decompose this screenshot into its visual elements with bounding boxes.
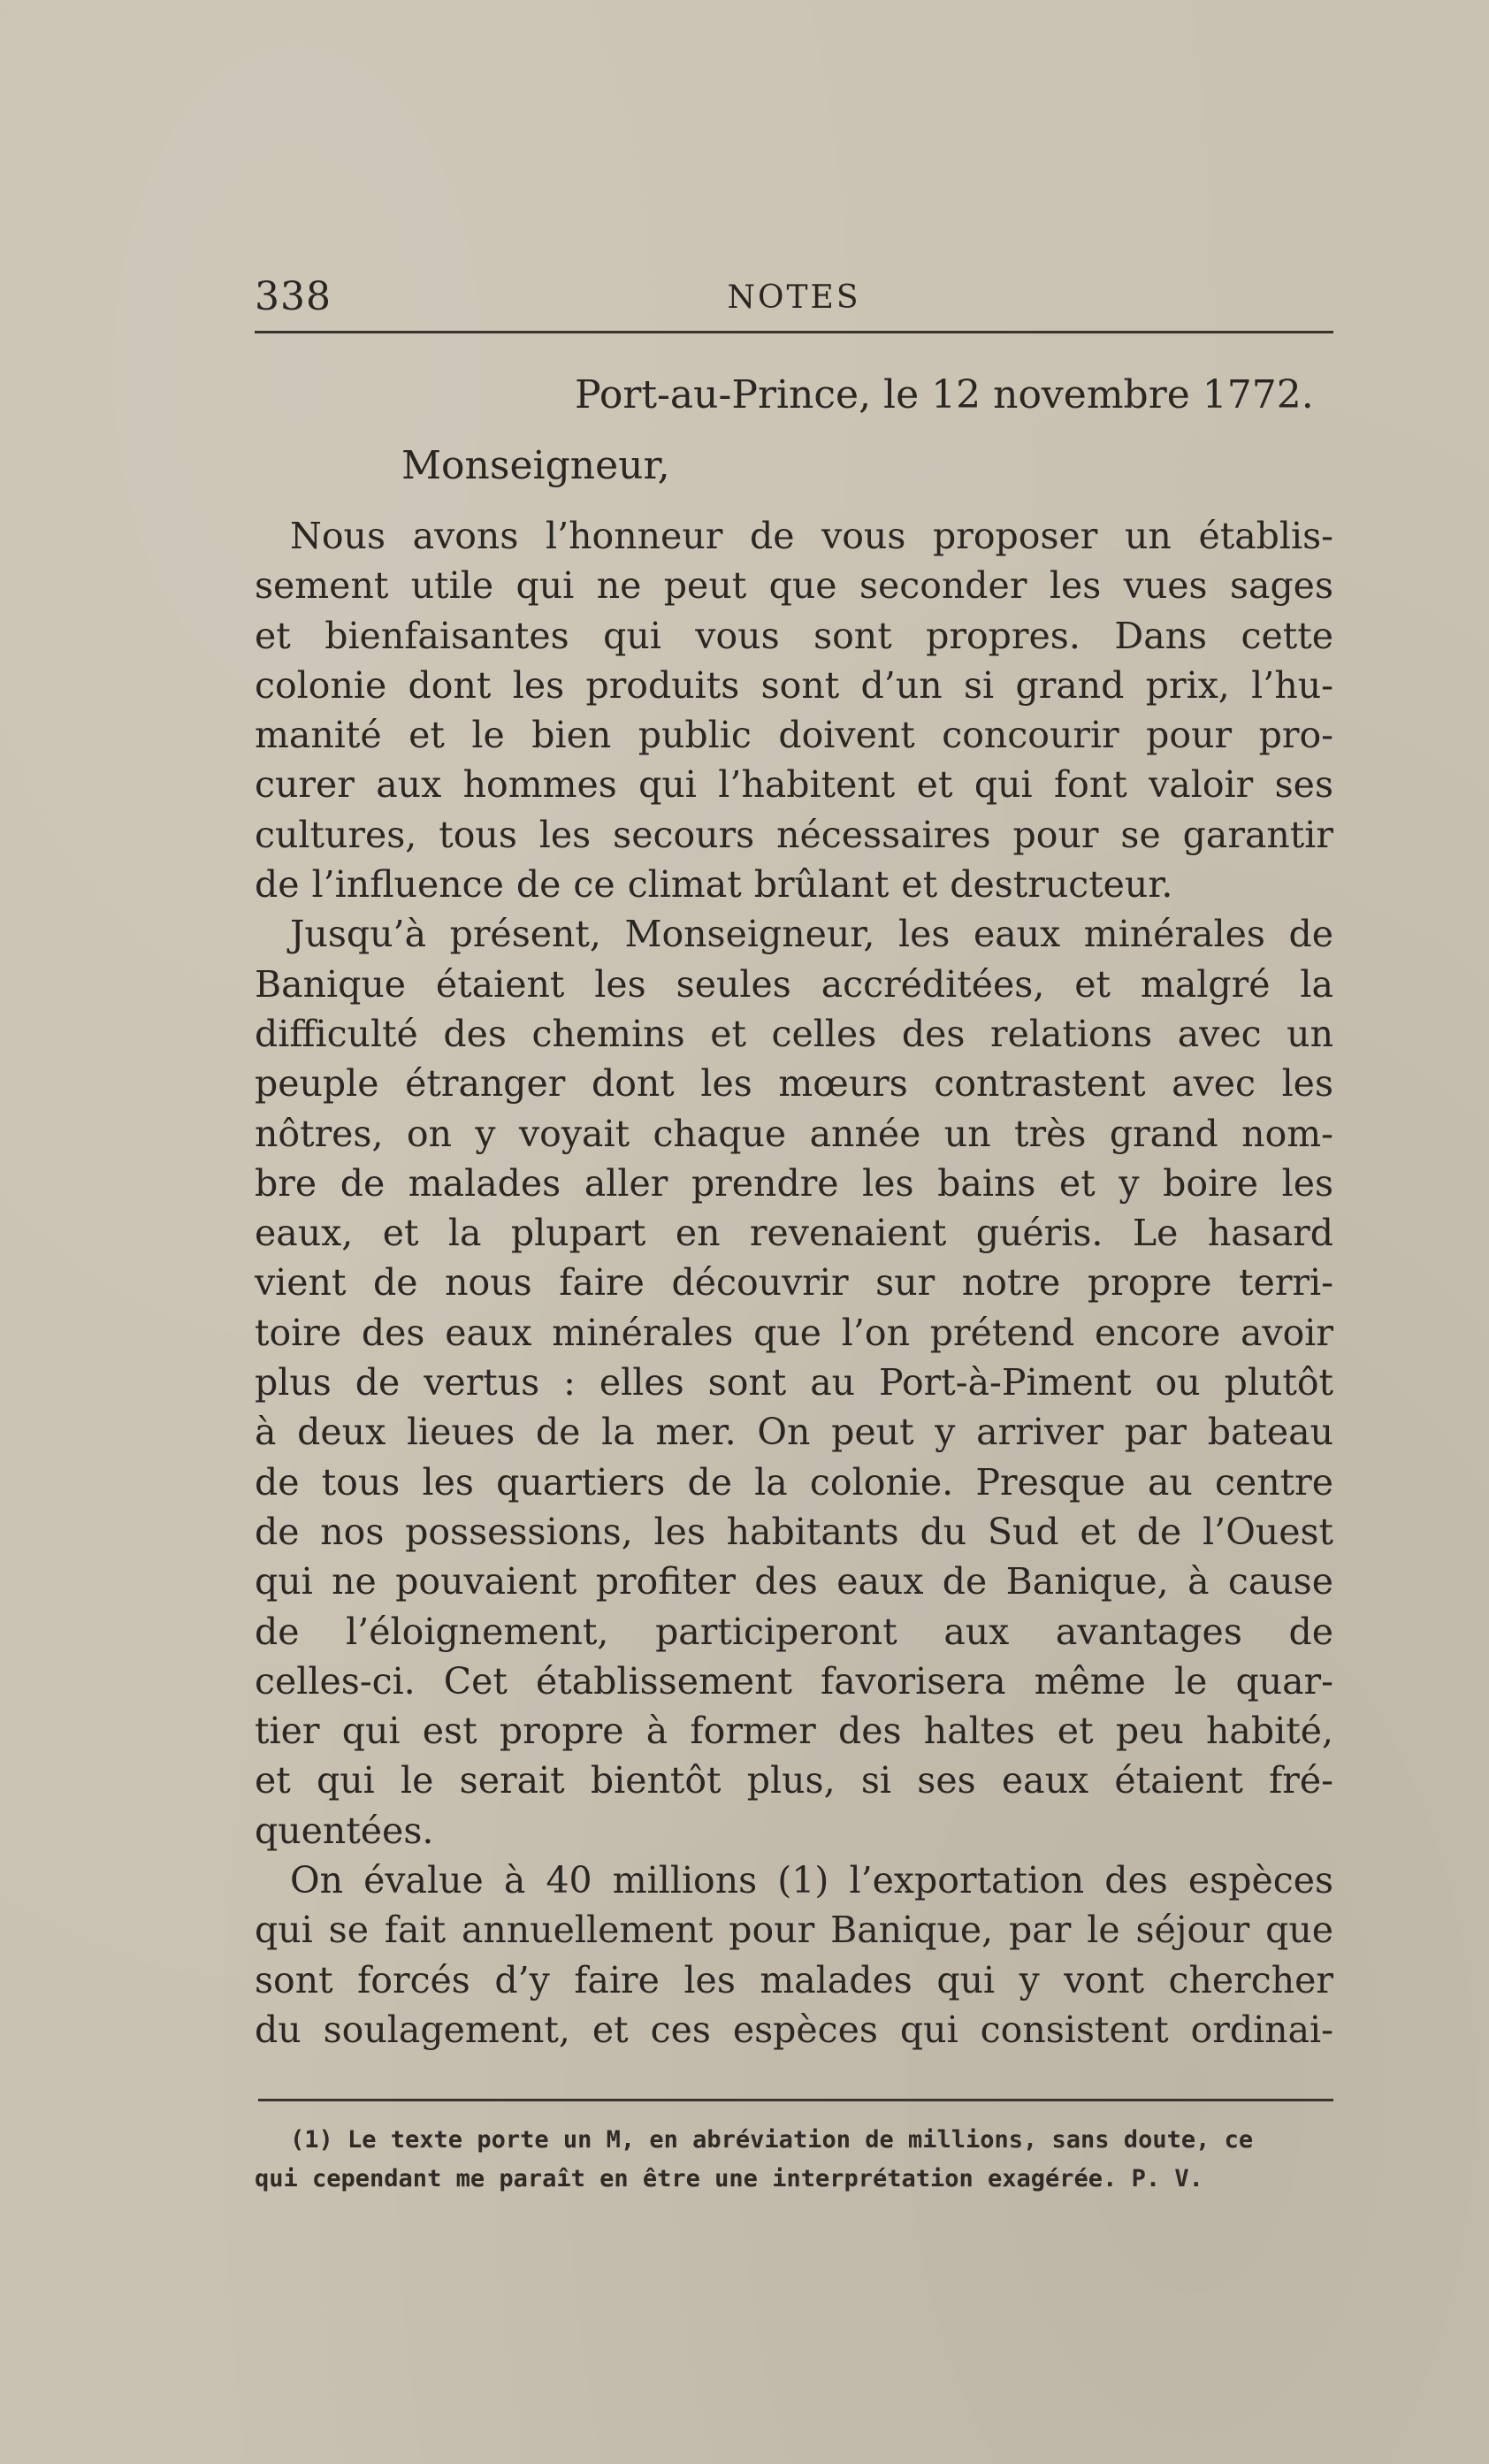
text-line: difficulté des chemins et celles des relations avec un bbox=[255, 1012, 1333, 1055]
text-line: bre de malades aller prendre les bains et y boire les bbox=[255, 1161, 1333, 1205]
footnote-rule bbox=[258, 2099, 1333, 2101]
running-head: NOTES bbox=[727, 279, 861, 316]
text-line: à deux lieues de la mer. On peut y arriver par bateau bbox=[255, 1411, 1333, 1454]
text-line: du soulagement, et ces espèces qui consistent ordinai- bbox=[255, 2008, 1333, 2051]
text-line: cultures, tous les secours nécessaires pour se garantir bbox=[255, 813, 1333, 856]
text-line: manité et le bien public doivent concourir pour pro- bbox=[255, 714, 1333, 757]
text-line: On évalue à 40 millions (1) l’exportation des espèces bbox=[290, 1859, 1333, 1902]
text-line: Nous avons l’honneur de vous proposer un établis- bbox=[290, 515, 1333, 557]
text-line: eaux, et la plupart en revenaient guéris. Le hasard bbox=[255, 1212, 1333, 1255]
footnote-line: (1) Le texte porte un M, en abréviation de millions, sans doute, ce bbox=[290, 2126, 1254, 2154]
letter-body bbox=[255, 511, 1333, 2055]
text-line: de l’éloignement, participeront aux avantages de bbox=[255, 1610, 1333, 1653]
letter-salutation: Monseigneur, bbox=[401, 443, 670, 488]
text-line: quentées. bbox=[255, 1809, 434, 1852]
text-line: sement utile qui ne peut que seconder les vues sages bbox=[255, 564, 1333, 608]
page-header bbox=[255, 265, 1333, 333]
text-line: de tous les quartiers de la colonie. Presque au centre bbox=[255, 1460, 1333, 1504]
book-page bbox=[255, 265, 1333, 2199]
text-line: Jusqu’à présent, Monseigneur, les eaux minérales de bbox=[290, 913, 1333, 956]
text-line: de l’influence de ce climat brûlant et destructeur. bbox=[255, 863, 1173, 907]
text-line: et bienfaisantes qui vous sont propres. Dans cette bbox=[255, 614, 1333, 657]
text-line: Banique étaient les seules accréditées, et malgré la bbox=[255, 962, 1333, 1006]
text-line: nôtres, on y voyait chaque année un très grand nom- bbox=[255, 1112, 1333, 1155]
text-line: tier qui est propre à former des haltes et peu habité, bbox=[255, 1710, 1333, 1753]
text-line: celles-ci. Cet établissement favorisera même le quar- bbox=[255, 1659, 1333, 1703]
header-rule bbox=[255, 331, 1333, 333]
text-line: colonie dont les produits sont d’un si grand prix, l’hu- bbox=[255, 663, 1333, 707]
page-number: 338 bbox=[255, 274, 332, 319]
text-line: curer aux hommes qui l’habitent et qui font valoir ses bbox=[255, 763, 1333, 807]
text-line: plus de vertus : elles sont au Port-à-Piment ou plutôt bbox=[255, 1361, 1333, 1404]
letter-dateline: Port-au-Prince, le 12 novembre 1772. bbox=[575, 372, 1314, 417]
text-line: toire des eaux minérales que l’on prétend encore avoir bbox=[255, 1311, 1333, 1354]
text-line: sont forcés d’y faire les malades qui y vont chercher bbox=[255, 1958, 1333, 2001]
text-line: qui se fait annuellement pour Banique, par le séjour que bbox=[255, 1909, 1333, 1952]
text-line: et qui le serait bientôt plus, si ses eaux étaient fré- bbox=[255, 1759, 1333, 1802]
text-line: qui ne pouvaient profiter des eaux de Banique, à cause bbox=[255, 1560, 1333, 1603]
footnote-line: qui cependant me paraît en être une interprétation exagérée. P. V. bbox=[255, 2165, 1203, 2193]
text-line: de nos possessions, les habitants du Sud et de l’Ouest bbox=[255, 1510, 1333, 1553]
text-line: vient de nous faire découvrir sur notre propre terri- bbox=[255, 1261, 1333, 1305]
text-line: peuple étranger dont les mœurs contrastent avec les bbox=[255, 1062, 1333, 1106]
footnote bbox=[255, 2121, 1333, 2199]
